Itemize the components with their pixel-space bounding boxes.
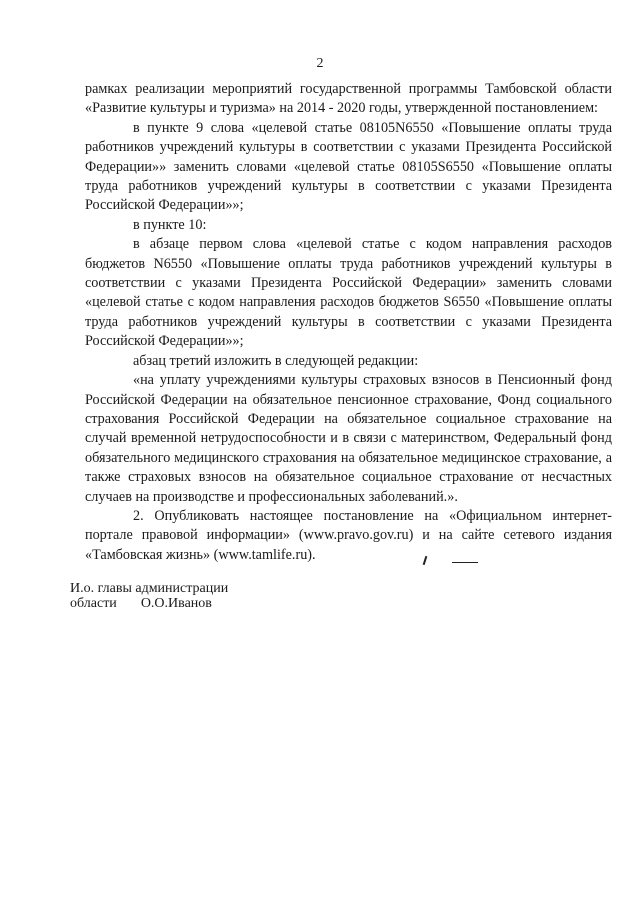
paragraph-item-10: в пункте 10: <box>133 216 207 233</box>
document-body <box>85 80 612 565</box>
paragraph-third-abzac: абзац третий изложить в следующей редакции: <box>133 352 419 369</box>
signatory-name: О.О.Иванов <box>140 596 212 611</box>
paragraph-item-9: в пункте 9 слова «целевой статье 08105N6550 «Повышение оплаты труда работников учреждений культуры в соответствии с указами Президента Российской Федерации»» заменить словами «целевой статье 08105S6550 «Повышение оплаты труда работников учреждений культуры в соответствии с указами Президента Российской Федерации»»; <box>85 119 612 214</box>
signatory-title: И.о. главы администрации <box>70 581 229 596</box>
signature-block <box>70 581 228 611</box>
signature-line-icon <box>452 562 478 563</box>
paragraph-quote: «на уплату учреждениями культуры страховых взносов в Пенсионный фонд Российской Федерации на обязательное пенсионное страхование, Фонд социального страхования Российской Федерации на обязательное социальное страхование на случай временной нетрудоспособности и в связи с материнством, Федеральный фонд обязательного медицинского страхования на обязательное медицинское страхование, а также страховых взносов на обязательное социальное страхование от несчастных случаев на производстве и профессиональных заболеваний.». <box>85 372 612 505</box>
page-number: 2 <box>316 56 324 71</box>
signatory-title-region: области <box>70 596 117 611</box>
paragraph-intro: рамках реализации мероприятий государственной программы Тамбовской области «Развитие культуры и туризма» на 2014 - 2020 годы, утвержденной постановлением: <box>85 81 612 117</box>
paragraph-first-abzac: в абзаце первом слова «целевой статье с кодом направления расходов бюджетов N6550 «Повышение оплаты труда работников учреждений культуры в соответствии с указами Президента Российской Федерации» заменить словами «целевой статье с кодом направления расходов бюджетов S6550 «Повышение оплаты труда работников учреждений культуры в соответствии с указами Президента Российской Федерации»»; <box>85 236 612 350</box>
paragraph-publish: 2. Опубликовать настоящее постановление на «Официальном интернет-портале правовой информации» (www.pravo.gov.ru) и на сайте сетевого издания «Тамбовская жизнь» (www.tamlife.ru). <box>85 507 612 563</box>
